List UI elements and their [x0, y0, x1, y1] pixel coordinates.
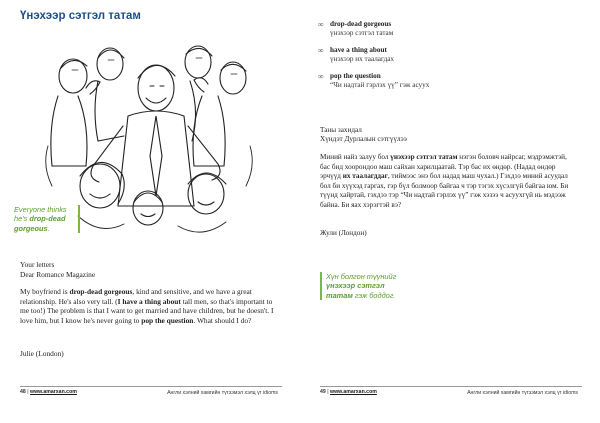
- footer-description: Англи хэлний хамгийн түгээмэл хэлц үг idioms: [167, 390, 278, 396]
- footer-link[interactable]: www.amarxan.com: [330, 389, 377, 395]
- infinity-bullet-icon: ∞: [318, 72, 324, 81]
- letter-heading-line-2: Dear Romance Magazine: [20, 269, 96, 279]
- callout-highlight: drop-dead gorgeous: [14, 214, 66, 233]
- callout-text-end: гэж боддог.: [352, 290, 396, 300]
- page-number: 48: [20, 389, 26, 395]
- translation-heading: [320, 126, 407, 145]
- callout-quote-translation: [320, 272, 411, 300]
- letter-heading-line-1: Your letters: [20, 260, 55, 269]
- page-footer: [320, 386, 582, 399]
- translation-heading-line-1: Таны захидал: [320, 126, 362, 134]
- idiom-list: [318, 20, 580, 98]
- translation-heading-line-2: Хүндэт Дурлалын сэтгүүлээ: [320, 135, 407, 144]
- idiom-gloss: “Чи надтай гэрлэх үү” гэж асуух: [330, 81, 430, 89]
- translation-text: , тиймээс энэ бол надад маш чухал.) Гэхдээ миний асуудал бол би хүүхэд гаргах, гэр бүл болмоор байгаа ч тэр тэгэх хүсэлгүй байгаа юм. Би түүнд хайртай, гэхдээ тэр “Чи надтай гэрлэх үү” гэж хэзээ ч асуухгүй нь мэдээж байна. Би яах хэрэгтэй вэ?: [320, 172, 569, 209]
- callout-text: Everyone thinks he's: [14, 205, 67, 224]
- letter-signature: Julie (London): [20, 349, 64, 358]
- letter-text: My boyfriend is: [20, 287, 70, 296]
- page-number: 49: [320, 389, 326, 395]
- translation-idiom: үнэхээр сэтгэл татам: [390, 153, 458, 161]
- letter-text: tall men, so that's important to me too!) The problem is that I want to get married and have children, but he doesn't. I love him, but I know he's never going to: [20, 296, 274, 325]
- letter-body: [20, 287, 275, 325]
- idiom-gloss: үнэхээр их таалагдах: [330, 55, 395, 63]
- callout-text-end: .: [47, 223, 50, 233]
- page-title: Үнэхээр сэтгэл татам: [20, 10, 141, 22]
- idiom-phrase: have a thing about: [330, 46, 387, 54]
- translation-idiom: их таалагддаг: [342, 172, 388, 181]
- letter-text: . What should I do?: [193, 315, 252, 325]
- callout-text: Хүн болгон түүнийг: [326, 272, 397, 281]
- footer-link[interactable]: www.amarxan.com: [30, 389, 77, 395]
- list-item: [318, 72, 580, 90]
- letter-heading: [20, 260, 95, 279]
- footer-separator: |: [327, 389, 329, 395]
- callout-quote: [14, 205, 80, 233]
- idiom-gloss: үнэхээр сэтгэл татам: [330, 29, 394, 37]
- idiom-phrase: pop the question: [330, 72, 381, 80]
- infinity-bullet-icon: ∞: [318, 20, 324, 29]
- translation-signature: Жули (Лондон): [320, 229, 367, 237]
- letter-idiom: pop the question: [141, 315, 194, 325]
- list-item: [318, 20, 580, 38]
- idiom-phrase: drop-dead gorgeous: [330, 20, 392, 28]
- letter-idiom: I have a thing about: [117, 296, 181, 306]
- footer-description: Англи хэлний хамгийн түгээмэл хэлц үг idioms: [467, 390, 578, 396]
- callout-highlight: үнэхээр сэтгэл татам: [326, 281, 385, 300]
- footer-separator: |: [27, 389, 29, 395]
- page-footer: [20, 386, 282, 399]
- letter-idiom: drop-dead gorgeous: [69, 287, 133, 296]
- translation-text: нэгэн боловч найрсаг, мэдрэмжтэй, бас бид хоорондоо маш сайхан харилцаатай. Тэр бас их өндөр. (Надад өндөр эрчүүд: [320, 153, 567, 181]
- infinity-bullet-icon: ∞: [318, 46, 324, 55]
- letter-text: , kind and sensitive, and we have a great relationship. He's also very tall. (: [20, 287, 252, 306]
- right-page: [300, 0, 600, 423]
- translation-text: Миний найз залуу бол: [320, 153, 391, 161]
- list-item: [318, 46, 580, 64]
- translation-body: [320, 153, 578, 211]
